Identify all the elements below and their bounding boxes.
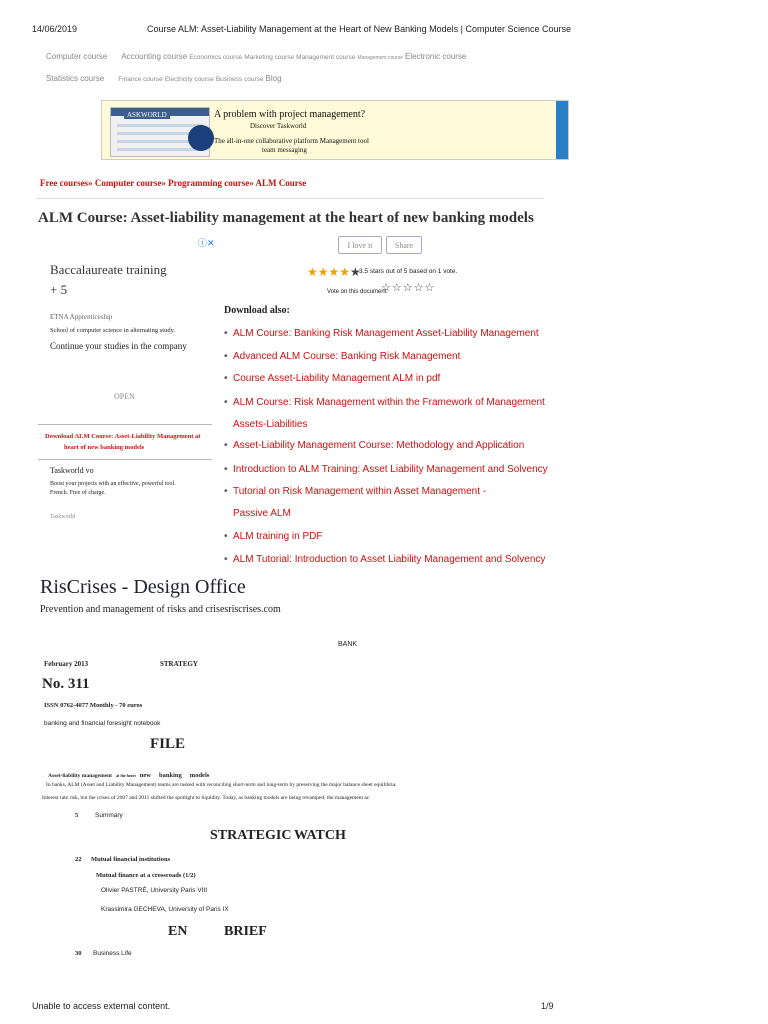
download-box-line-1[interactable]: Download ALM Course: Asset-Liability Management at xyxy=(45,433,201,440)
banner-line-3: team messaging xyxy=(262,146,307,154)
ad-sponsor: ETNA Apprenticeship xyxy=(50,313,113,321)
nav-row1-link-7[interactable]: Electronic course xyxy=(405,52,467,61)
rating-text: 3.5 stars out of 5 based on 1 vote. xyxy=(359,268,458,275)
doc-strategic: STRATEGIC xyxy=(210,828,292,843)
taskworld-banner-ad[interactable] xyxy=(101,100,569,160)
taskworld-ad-desc-2: French. Free of charge. xyxy=(50,490,106,496)
rating-stars xyxy=(307,263,361,281)
doc-mutual-number: 22 xyxy=(75,856,82,863)
nav-row2-link-1[interactable]: Statistics course xyxy=(46,74,105,83)
ad-title-2: + 5 xyxy=(50,282,68,297)
doc-intro-2: Interest rate risk, but the crises of 2007 and 2011 shifted the spotlight to liquidity. Today, as banking models are being revamped, the management ac xyxy=(42,795,370,801)
doc-issue: No. 311 xyxy=(42,676,90,692)
doc-bank: BANK xyxy=(338,641,358,648)
download-item-6[interactable]: • Introduction to ALM Training: Asset Liability Management and Solvency xyxy=(224,464,548,475)
download-item-4-cont[interactable]: Assets-Liabilities xyxy=(233,419,308,430)
download-item-3[interactable]: • Course Asset-Liability Management ALM in pdf xyxy=(224,373,441,384)
nav-row1-link-3[interactable]: Economics course xyxy=(189,54,243,61)
doc-author-2: Krassimira GECHEVA, University of Paris IX xyxy=(101,906,229,913)
doc-mutual-sub: Mutual finance at a crossroads (1/2) xyxy=(96,872,196,879)
breadcrumb[interactable]: Free courses» Computer course» Programming course» ALM Course xyxy=(40,178,307,188)
nav-row2-link-3[interactable]: Electricity course xyxy=(164,76,214,83)
doc-business-label: Business Life xyxy=(93,950,132,957)
vote-label: Vote on this document: xyxy=(327,289,389,295)
ad-description: School of computer science in alternating study. xyxy=(50,327,176,334)
download-item-9[interactable]: • ALM Tutorial: Introduction to Asset Liability Management and Solvency xyxy=(224,554,546,565)
download-also-heading: Download also: xyxy=(224,305,290,316)
rating-partial-star: ★ xyxy=(350,265,361,279)
doc-mutual-label: Mutual financial institutions xyxy=(91,856,171,863)
banner-line-2: The all-in-one collaborative platform Management tool xyxy=(214,137,369,145)
doc-summary-label: Summary xyxy=(95,812,123,819)
doc-brief: BRIEF xyxy=(224,924,267,939)
nav-row2-link-4[interactable]: Business course xyxy=(215,76,264,83)
banner-side-strip xyxy=(556,101,568,160)
download-item-7-cont[interactable]: Passive ALM xyxy=(233,508,291,519)
vote-stars[interactable]: ☆☆☆☆☆ xyxy=(381,282,436,294)
page-number: 1/9 xyxy=(541,1001,554,1011)
ad-open-button[interactable]: OPEN xyxy=(114,392,135,401)
ad-cta-text[interactable]: Continue your studies in the company xyxy=(50,341,187,351)
nav-row-2 xyxy=(46,74,284,83)
doc-issn: ISSN 0762-4077 Monthly - 70 euros xyxy=(44,702,143,709)
banner-headline: A problem with project management? xyxy=(214,109,366,120)
nav-row1-link-1[interactable]: Computer course xyxy=(46,52,108,61)
doc-strategy: STRATEGY xyxy=(160,660,198,668)
print-title: Course ALM: Asset-Liability Management at the Heart of New Banking Models | Computer Science Course xyxy=(147,24,572,34)
ad-choices-icon[interactable]: ⓘ✕ xyxy=(198,238,215,248)
article-title: ALM Course: Asset-liability management at the heart of new banking models xyxy=(38,210,534,226)
taskworld-ad-name[interactable]: Taskworld vo xyxy=(50,466,94,475)
footer-note: Unable to access external content. xyxy=(32,1001,171,1011)
nav-row-1 xyxy=(46,52,468,61)
download-item-7[interactable]: • Tutorial on Risk Management within Asset Management - xyxy=(224,486,487,497)
nav-row2-link-5[interactable]: Blog xyxy=(265,74,282,83)
nav-row1-link-4[interactable]: Marketing course xyxy=(244,54,295,61)
print-date: 14/06/2019 xyxy=(32,24,78,34)
doc-intro-1: In banks, ALM (Asset and Liability Management) teams are tasked with reconciling short-term and long-term by preserving the major balance sheet equilibria. xyxy=(46,782,397,788)
download-box-bottom xyxy=(38,459,212,460)
download-item-8[interactable]: • ALM training in PDF xyxy=(224,531,323,542)
taskworld-ad-desc-1: Boost your projects with an effective, powerful tool. xyxy=(50,481,176,487)
banner-brand: ASKWORLD xyxy=(124,111,170,119)
doc-heading: RisCrises - Design Office xyxy=(40,576,246,598)
doc-summary-number: 5 xyxy=(75,812,79,819)
nav-row1-link-2[interactable]: Accounting course xyxy=(121,52,188,61)
taskworld-ad-source: Taskworld xyxy=(50,514,76,520)
doc-business-number: 30 xyxy=(75,950,82,957)
download-item-1[interactable]: • ALM Course: Banking Risk Management Asset-Liability Management xyxy=(224,328,539,339)
share-button[interactable]: Share xyxy=(386,236,422,254)
love-button[interactable]: I love it xyxy=(338,236,382,254)
banner-line-1: Discover Taskworld xyxy=(250,122,307,130)
doc-file: FILE xyxy=(150,736,186,752)
rating-filled-stars: ★★★★ xyxy=(307,265,351,279)
divider-top xyxy=(36,198,544,199)
nav-row1-link-5[interactable]: Management course xyxy=(296,54,356,61)
download-box-line-2[interactable]: heart of new banking models xyxy=(64,444,145,451)
download-item-4[interactable]: • ALM Course: Risk Management within the Framework of Management xyxy=(224,397,545,408)
doc-notebook: banking and financial foresight notebook xyxy=(44,720,161,727)
doc-watch: WATCH xyxy=(294,828,346,843)
globe-icon xyxy=(188,125,214,151)
doc-file-sub: Asset-liability management at the heart new banking models xyxy=(48,772,210,779)
download-box-top xyxy=(38,424,212,425)
doc-en: EN xyxy=(168,924,188,939)
download-item-5[interactable]: • Asset-Liability Management Course: Methodology and Application xyxy=(224,440,525,451)
doc-date: February 2013 xyxy=(44,660,89,668)
nav-row1-link-6[interactable]: Management course xyxy=(357,55,404,61)
download-item-2[interactable]: • Advanced ALM Course: Banking Risk Management xyxy=(224,351,461,362)
doc-subheading: Prevention and management of risks and crisesriscrises.com xyxy=(40,604,281,615)
ad-title[interactable]: Baccalaureate training xyxy=(50,262,167,277)
nav-row2-link-2[interactable]: Finance course xyxy=(118,76,163,83)
doc-author-1: Olivier PASTRÉ, University Paris VIII xyxy=(101,887,208,894)
